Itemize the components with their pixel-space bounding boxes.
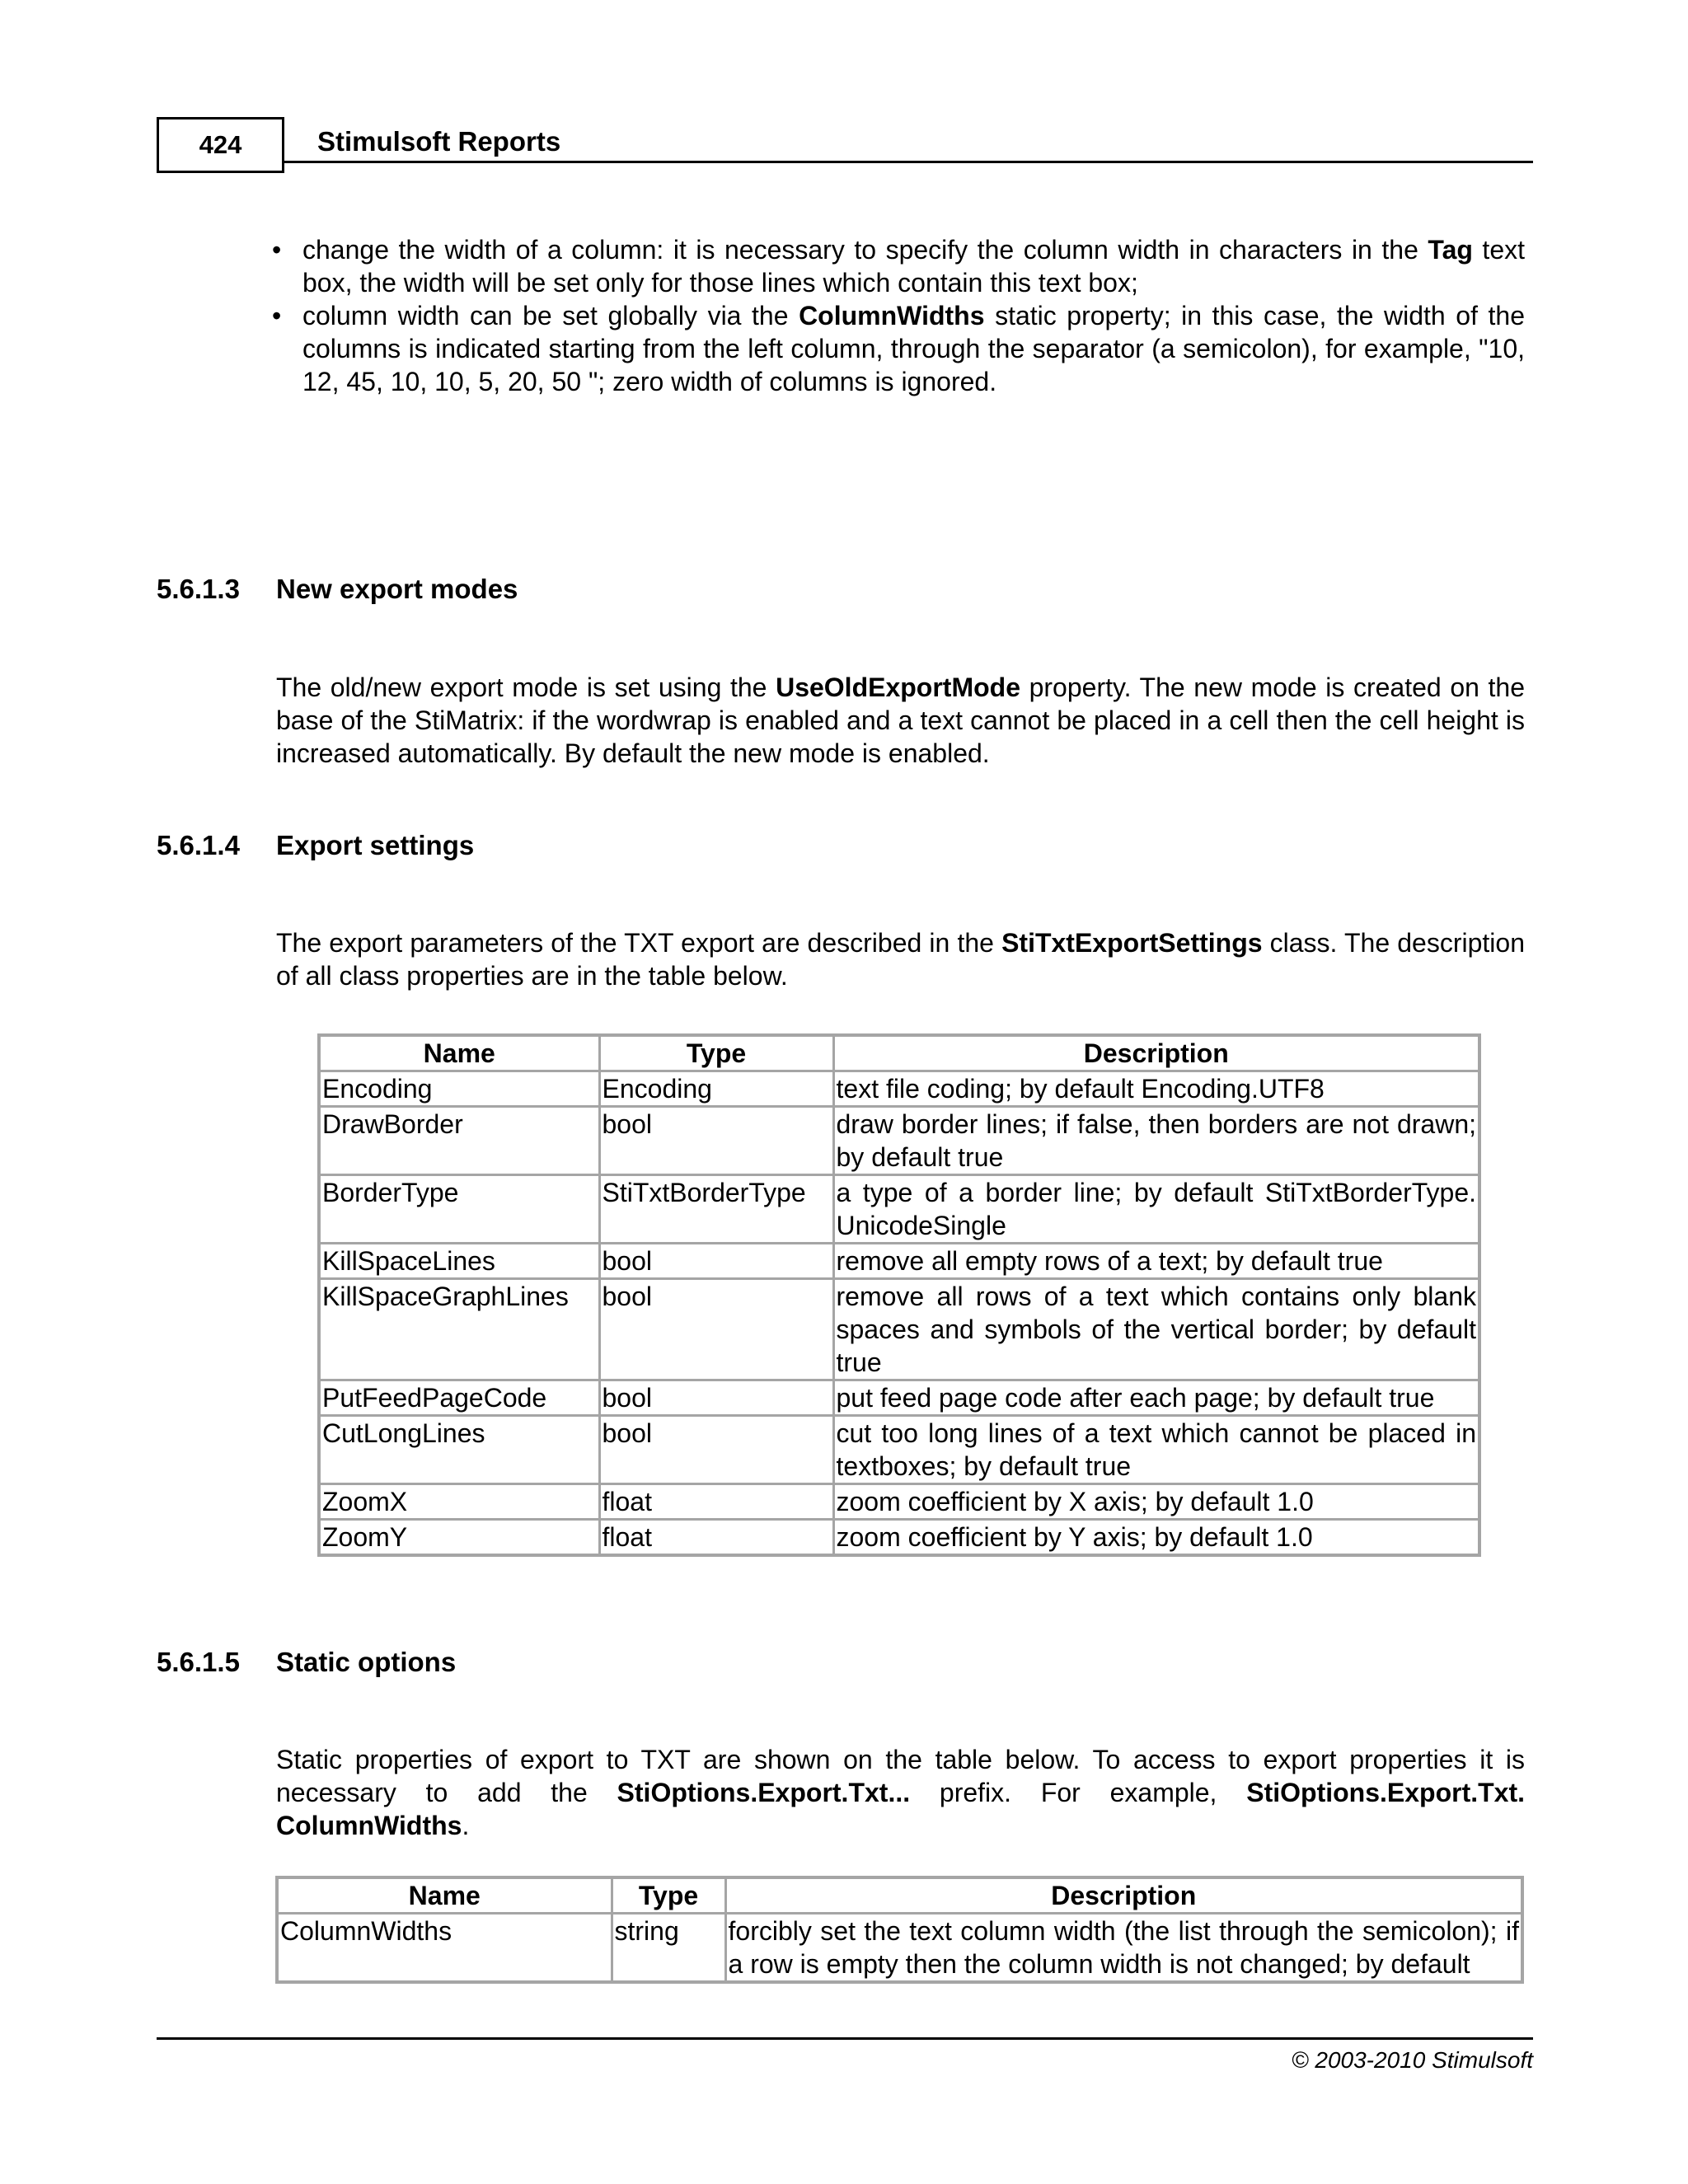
cell-name: PutFeedPageCode (319, 1380, 599, 1416)
column-header: Description (833, 1035, 1479, 1071)
running-header-title: Stimulsoft Reports (317, 126, 561, 157)
cell-description: put feed page code after each page; by default true (833, 1380, 1479, 1416)
footer-copyright: © 2003-2010 Stimulsoft (1291, 2047, 1533, 2073)
table-row (319, 1380, 1479, 1416)
page-number-box (157, 117, 284, 173)
static-options-table (275, 1876, 1524, 1984)
cell-description: text file coding; by default Encoding.UTF8 (833, 1071, 1479, 1107)
table-row (319, 1484, 1479, 1520)
export-settings-table (317, 1033, 1481, 1557)
cell-type: bool (599, 1279, 833, 1380)
section-heading-export-settings (157, 830, 981, 863)
term-tag: Tag (1428, 235, 1473, 265)
table-row (319, 1175, 1479, 1244)
column-header: Type (599, 1035, 833, 1071)
cell-type: float (599, 1520, 833, 1556)
cell-description: zoom coefficient by Y axis; by default 1.0 (833, 1520, 1479, 1556)
cell-type: bool (599, 1416, 833, 1484)
cell-name: KillSpaceGraphLines (319, 1279, 599, 1380)
section-title: New export modes (276, 574, 518, 604)
footer-rule (157, 2037, 1533, 2040)
cell-name: BorderType (319, 1175, 599, 1244)
export-settings-paragraph: The export parameters of the TXT export are described in the StiTxtExportSettings class. The description of all class properties are in the table below. (276, 928, 1526, 991)
cell-name: Encoding (319, 1071, 599, 1107)
cell-type: bool (599, 1380, 833, 1416)
cell-description: forcibly set the text column width (the list through the semicolon); if a row is empty then the column width is not changed; by default (725, 1914, 1522, 1983)
cell-description: remove all empty rows of a text; by default true (833, 1244, 1479, 1279)
cell-type: float (599, 1484, 833, 1520)
section-number: 5.6.1.5 (157, 1647, 240, 1677)
cell-name: ColumnWidths (277, 1914, 612, 1983)
cell-description: remove all rows of a text which contains only blank spaces and symbols of the vertical border; by default true (833, 1279, 1479, 1380)
cell-name: ZoomY (319, 1520, 599, 1556)
page-number: 424 (199, 130, 242, 159)
cell-type: bool (599, 1107, 833, 1175)
table-header-row (319, 1035, 1479, 1071)
cell-description: a type of a border line; by default StiTxtBorderType. UnicodeSingle (833, 1175, 1479, 1244)
table-row (319, 1071, 1479, 1107)
section-number: 5.6.1.4 (157, 830, 240, 860)
cell-name: DrawBorder (319, 1107, 599, 1175)
bullet-item: • change the width of a column: it is necessary to specify the column width in characters in the Tag text box, the width will be set only for those lines which contain this text box; (272, 233, 1525, 299)
table-row (277, 1914, 1522, 1983)
cell-type: Encoding (599, 1071, 833, 1107)
bullet-item: • column width can be set globally via the ColumnWidths static property; in this case, the width of the columns is indicated starting from the left column, through the separator (a semicolon), for example, "10, 12, 45, 10, 10, 5, 20, 50 "; zero width of columns is ignored. (272, 299, 1525, 398)
table-header-row (277, 1877, 1522, 1914)
section-title: Export settings (276, 830, 475, 860)
cell-name: CutLongLines (319, 1416, 599, 1484)
column-header: Name (277, 1877, 612, 1914)
cell-name: KillSpaceLines (319, 1244, 599, 1279)
table-row (319, 1279, 1479, 1380)
table-row (319, 1107, 1479, 1175)
column-header: Type (612, 1877, 725, 1914)
table-row (319, 1520, 1479, 1556)
section-heading-new-export-modes (157, 574, 981, 607)
static-options-paragraph: Static properties of export to TXT are shown on the table below. To access to export properties it is necessary to add the StiOptions.Export.Txt... prefix. For example, StiOptions.Export.Txt. ColumnWidths. (276, 1745, 1526, 1840)
intro-bullet-list (272, 233, 1525, 398)
section-title: Static options (276, 1647, 457, 1677)
cell-description: cut too long lines of a text which cannot be placed in textboxes; by default true (833, 1416, 1479, 1484)
cell-name: ZoomX (319, 1484, 599, 1520)
section-number: 5.6.1.3 (157, 574, 240, 604)
cell-description: zoom coefficient by X axis; by default 1.0 (833, 1484, 1479, 1520)
column-header: Name (319, 1035, 599, 1071)
table-row (319, 1244, 1479, 1279)
cell-type: StiTxtBorderType (599, 1175, 833, 1244)
cell-type: string (612, 1914, 725, 1983)
header-rule (284, 161, 1533, 163)
column-header: Description (725, 1877, 1522, 1914)
cell-type: bool (599, 1244, 833, 1279)
cell-description: draw border lines; if false, then borders are not drawn; by default true (833, 1107, 1479, 1175)
term-columnwidths: ColumnWidths (799, 301, 985, 330)
table-row (319, 1416, 1479, 1484)
section-heading-static-options (157, 1647, 981, 1680)
new-export-modes-paragraph: The old/new export mode is set using the UseOldExportMode property. The new mode is created on the base of the StiMatrix: if the wordwrap is enabled and a text cannot be placed in a cell then the cell height is increased automatically. By default the new mode is enabled. (276, 673, 1526, 768)
